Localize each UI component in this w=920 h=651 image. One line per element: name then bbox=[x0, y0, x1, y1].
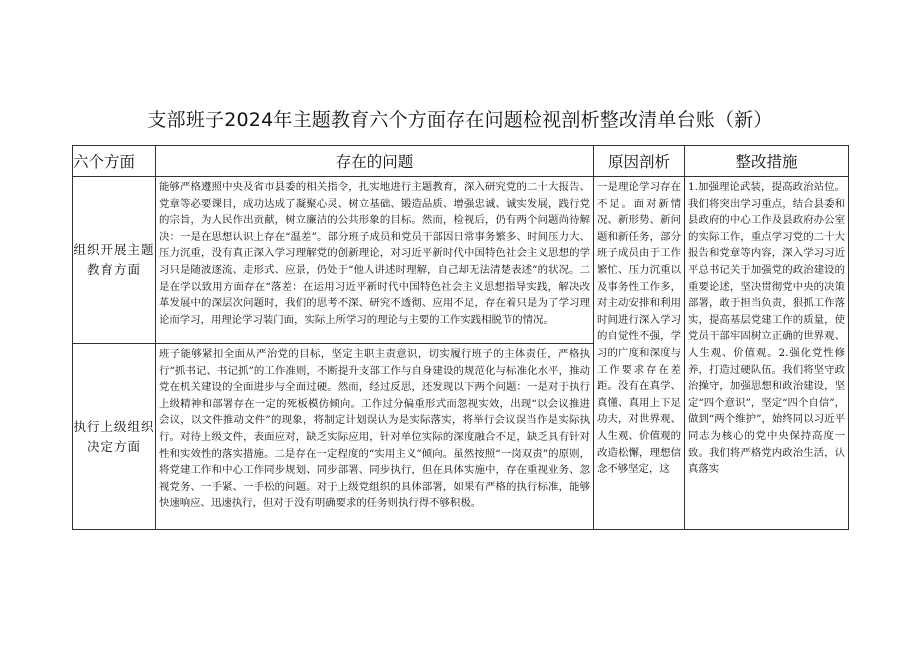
aspect-line: 执行上级组织 bbox=[73, 418, 155, 434]
causes-cell bbox=[594, 177, 685, 530]
rectification-table bbox=[72, 145, 849, 530]
aspect-cell bbox=[73, 177, 156, 344]
causes-text: 一是理论学习存在不足。面对新情况、新形势、新问题和新任务，部分班子成员由于工作繁忙、压力沉重以及事务性工作多，对主动安排和利用时间进行深入学习的自觉性不强，学习的广度和深度与工作要求存在差距。没有在真学、真懂、真用上下足功夫，对世界观、人生观、价值观的改造松懈，理想信念不够坚定，这 bbox=[597, 181, 681, 476]
aspect-line: 组织开展主题 bbox=[73, 242, 155, 257]
document-title: 支部班子2024年主题教育六个方面存在问题检视剖析整改清单台账（新） bbox=[147, 109, 773, 131]
header-aspect: 六个方面 bbox=[73, 146, 156, 177]
header-problems: 存在的问题 bbox=[156, 146, 594, 177]
problems-text: 班子能够紧扣全面从严治党的目标，坚定主职主责意识，切实履行班子的主体责任，严格执行“抓书记、书记抓”的工作准则，不断提升支部工作与自身建设的规范化与标准化水平，推动党在机关建设的全面进步与全面过硬。然而，经过反思，还发现以下两个问题：一是对于执行上级精神和部署存在一定的死板模仿倾向。工作过分偏重形式而忽视实效，出现“以会议推进会议，以文件推动文件”的现象，将制定计划误认为是实际落实，将举行会议误当作是实际执行。对待上级文件，表面应对，缺乏实际应用，针对单位实际的深度融合不足，缺乏具有针对性和实效性的落实措施。二是存在一定程度的“实用主义”倾向。虽然按照“一岗双责”的原则，将党建工作和中心工作同步规划、同步部署、同步执行，但在具体实施中，存在重视业务、忽视党务、一手紧、一手松的问题。对于上级党组织的具体部署，如果有严格的执行标准，能够快速响应、迅速执行，但对于没有明确要求的任务则执行得不够积极。 bbox=[159, 348, 590, 510]
problems-cell bbox=[156, 177, 594, 344]
table-header-row bbox=[73, 146, 849, 177]
problems-text: 能够严格遵照中央及省市县委的相关指令，扎实地进行主题教育，深入研究党的二十大报告、党章等必要课目，成功达成了凝聚心灵、树立基础、锻造品质、增强忠诚、诚实发展，践行党的宗旨，为人民作出贡献，树立廉洁的公共形象的目标。然而，检视后，仍有两个问题尚待解决：一是在思想认识上存在“温差”。部分班子成员和党员干部因日常事务繁多、时间压力大、压力沉重，没有真正深入学习理解党的创新理论，对习近平新时代中国特色社会主义思想的学习只是随波逐流、走形式、应景，仍处于“他人讲述时理解，自己却无法清楚表述”的状况。二是在学以致用方面存在“落差：在运用习近平新时代中国特色社会主义思想指导实践，解决改革发展中的深层次问题时，我们的思考不深、研究不透彻、应用不足，存在着只是为了学习理论而学习，用理论学习装门面，实际上所学习的理论与主要的工作实践相脱节的情况。 bbox=[159, 181, 590, 326]
problems-cell bbox=[156, 344, 594, 530]
measures-cell bbox=[685, 177, 849, 530]
measures-text: 1.加强理论武装，提高政治站位。我们将突出学习重点，结合县委和县政府的中心工作及县政府办公室的实际工作，重点学习党的二十大报告和党章等内容，深入学习习近平总书记关于加强党的政治建设的重要论述，坚决贯彻党中央的决策部署，敢于担当负责，狠抓工作落实，提高基层党建工作的质量，使党员干部牢固树立正确的世界观、人生观、价值观。2.强化党性修养，打造过硬队伍。我们将坚守政治操守，加强思想和政治建设，坚定“四个意识”，坚定“四个自信”，做到“两个维护”，始终同以习近平同志为核心的党中央保持高度一致。我们将严格党内政治生活，认真落实 bbox=[688, 181, 845, 476]
aspect-line: 决定方面 bbox=[86, 438, 141, 454]
aspect-line: 教育方面 bbox=[86, 262, 141, 277]
header-causes: 原因剖析 bbox=[594, 146, 685, 177]
aspect-cell bbox=[73, 344, 156, 530]
table-row bbox=[73, 177, 849, 344]
header-measures: 整改措施 bbox=[685, 146, 849, 177]
